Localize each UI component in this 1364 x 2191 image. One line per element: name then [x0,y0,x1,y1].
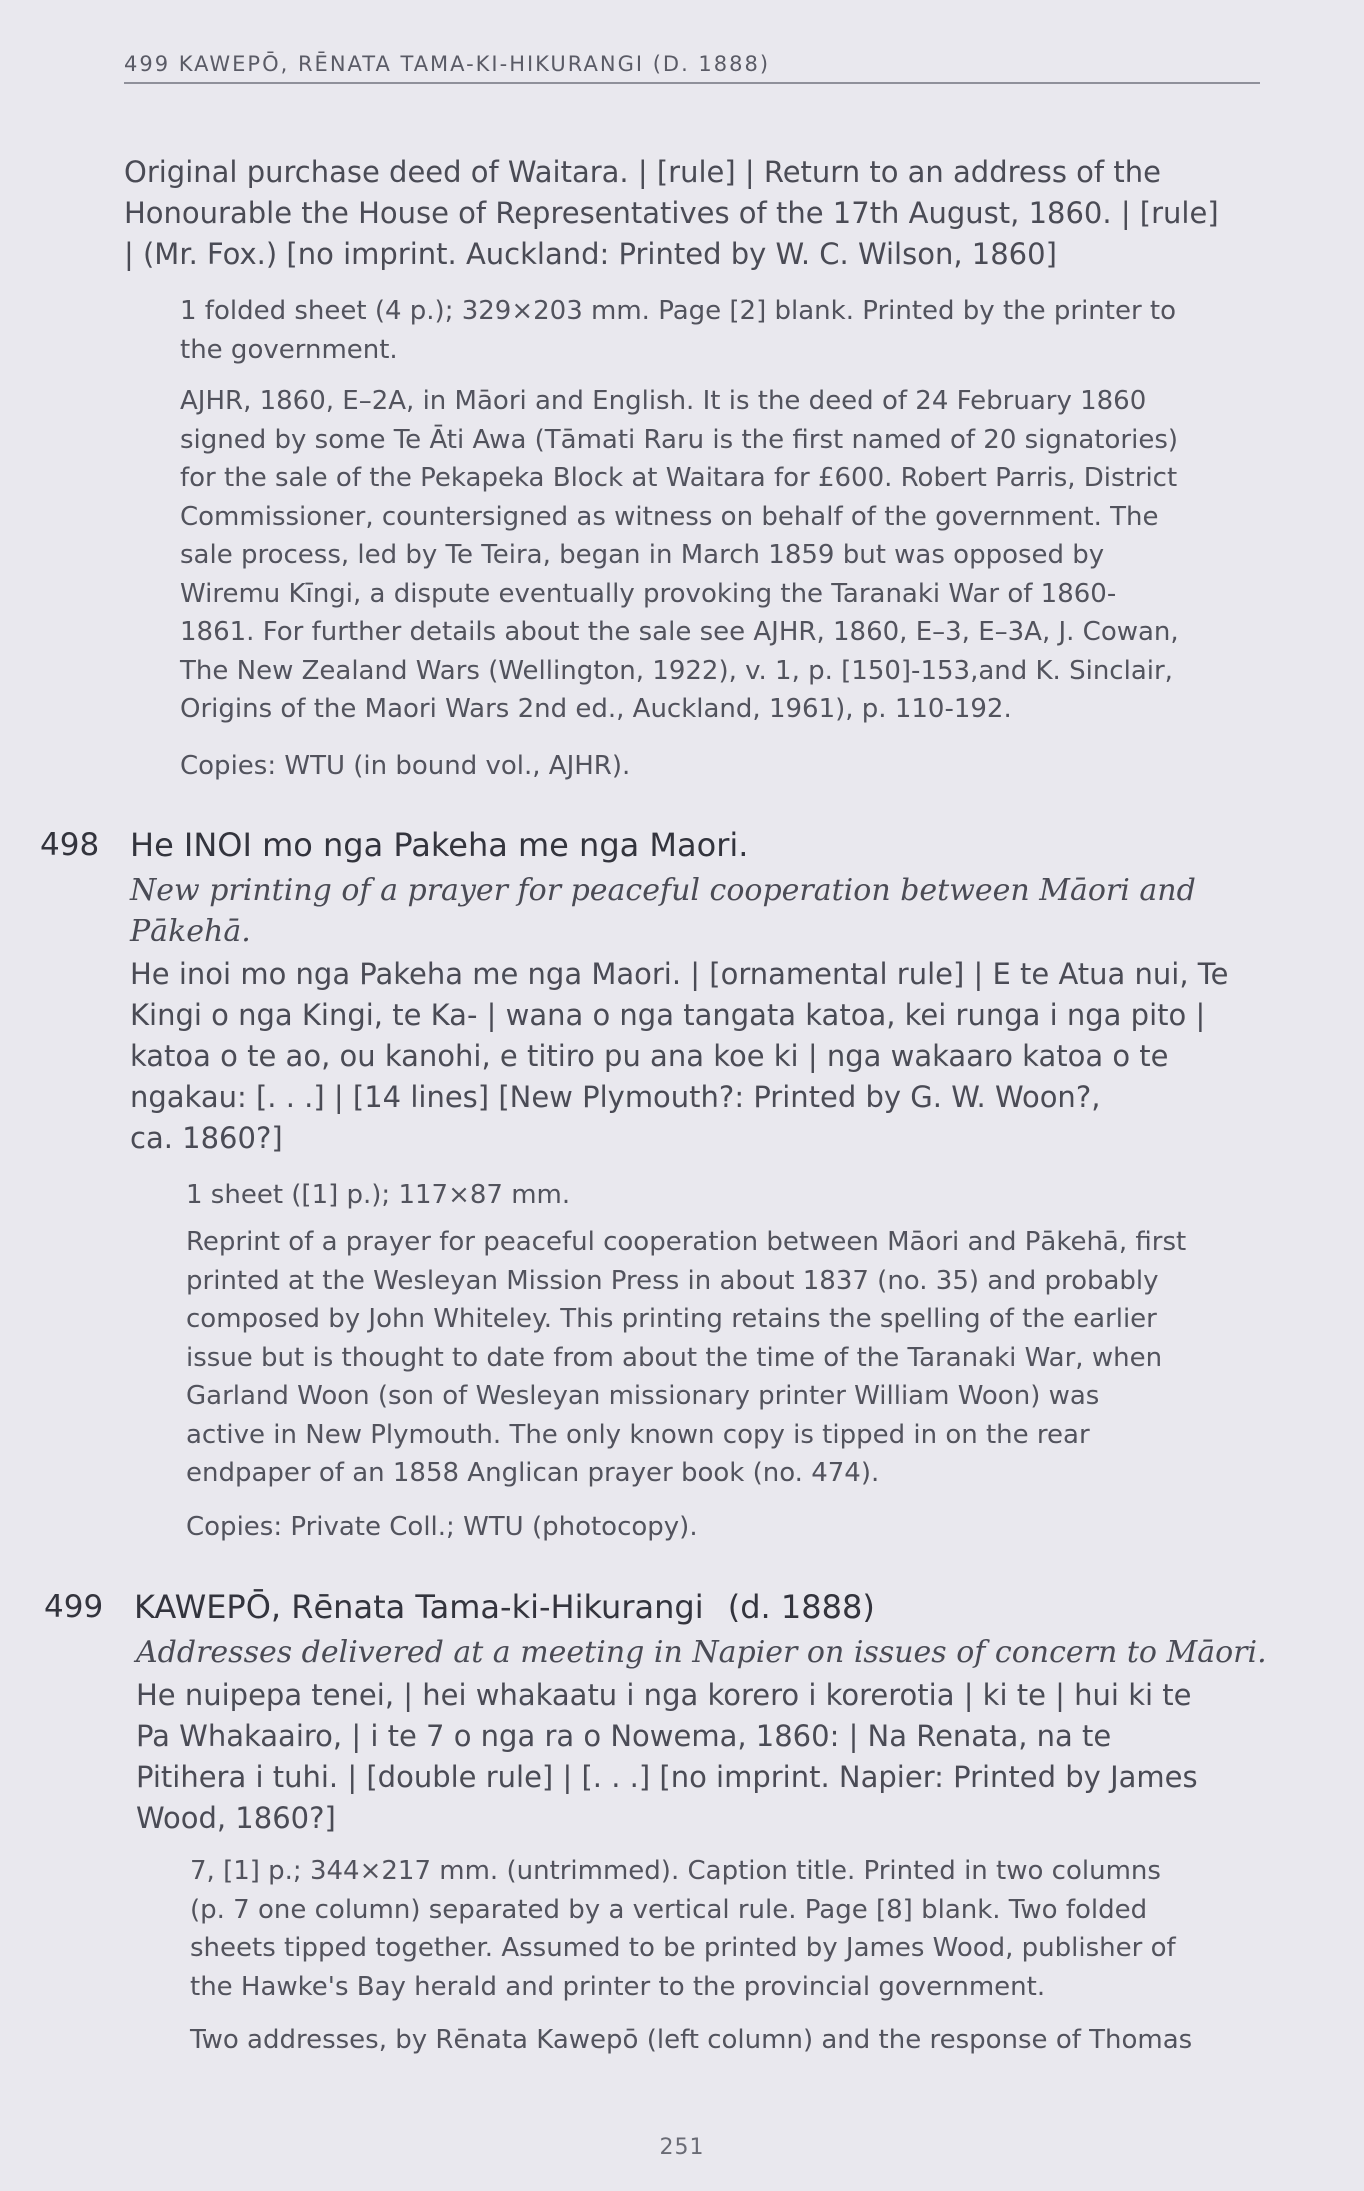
text-line: 1861. For further details about the sale see AJHR, 1860, E–3, E–3A, J. Cowan, [180,617,1179,647]
entry-498-collation: 1 sheet ([1] p.); 117×87 mm. [186,1180,571,1210]
text-line: ngakau: [. . .] | [14 lines] [New Plymouth?: Printed by G. W. Woon?, [130,1080,1101,1114]
text-line: Kingi o nga Kingi, te Ka- | wana o nga tangata katoa, kei runga i nga pito | [130,998,1206,1032]
text-line: signed by some Te Āti Awa (Tāmati Raru is the first named of 20 signatories) [180,424,1179,455]
text-line: AJHR, 1860, E–2A, in Māori and English. It is the deed of 24 February 1860 [180,386,1147,416]
entry-subtitle [136,1632,1276,1673]
text-line: New printing of a prayer for peaceful cooperation between Māori and [130,873,1196,908]
text-line: Honourable the House of Representatives of the 17th August, 1860. | [rule] [124,196,1219,230]
entry-497-transcription [124,152,1254,275]
text-line: active in New Plymouth. The only known copy is tipped in on the rear [186,1419,1090,1450]
entry-number: 499 [44,1589,104,1625]
text-line: 7, [1] p.; 344×217 mm. (untrimmed). Caption title. Printed in two columns [190,1856,1161,1886]
entry-title-name: KAWEPŌ, Rēnata Tama-ki-Hikurangi [134,1588,704,1626]
text-line: Pākehā. [130,914,251,949]
entry-497-copies: Copies: WTU (in bound vol., AJHR). [180,751,631,781]
text-line: Wood, 1860?] [136,1801,336,1835]
entry-499-transcription [136,1675,1266,1839]
text-line: 1 folded sheet (4 p.); 329×203 mm. Page [2] blank. Printed by the printer to [180,296,1177,326]
text-line: issue but is thought to date from about the time of the Taranaki War, when [186,1342,1163,1373]
text-line: | (Mr. Fox.) [no imprint. Auckland: Printed by W. C. Wilson, 1860] [124,237,1057,271]
entry-499-collation [190,1852,1270,2006]
text-line: ca. 1860?] [130,1121,283,1155]
text-line: The New Zealand Wars (Wellington, 1922), v. 1, p. [150]-153,and K. Sinclair, [180,655,1173,686]
text-line: printed at the Wesleyan Mission Press in about 1837 (no. 35) and probably [186,1265,1159,1296]
entry-title [134,1588,875,1626]
text-line: (p. 7 one column) separated by a vertical rule. Page [8] blank. Two folded [190,1894,1148,1925]
text-line: Garland Woon (son of Wesleyan missionary printer William Woon) was [186,1381,1100,1411]
text-line: the government. [180,334,398,365]
text-line: Origins of the Maori Wars 2nd ed., Auckland, 1961), p. 110-192. [180,694,1012,724]
entry-498-copies: Copies: Private Coll.; WTU (photocopy). [186,1512,698,1542]
text-line: sheets tipped together. Assumed to be printed by James Wood, publisher of [190,1933,1176,1963]
entry-498-transcription [130,954,1260,1159]
entry-498-note [186,1223,1260,1493]
text-line: Pa Whakaairo, | i te 7 o nga ra o Nowema, 1860: | Na Renata, na te [136,1719,1112,1753]
text-line: Pitihera i tuhi. | [double rule] | [. . .] [no imprint. Napier: Printed by James [136,1760,1198,1794]
text-line: katoa o te ao, ou kanohi, e titiro pu ana koe ki | nga wakaaro katoa o te [130,1039,1169,1073]
text-line: for the sale of the Pekapeka Block at Waitara for £600. Robert Parris, District [180,463,1178,493]
entry-title-dates: (d. 1888) [727,1588,875,1626]
text-line: Two addresses, by Rēnata Kawepō (left column) and the response of Thomas [190,2025,1193,2055]
text-line: Wiremu Kīngi, a dispute eventually provoking the Taranaki War of 1860- [180,578,1117,609]
text-line: the Hawke's Bay herald and printer to the provincial government. [190,1971,1046,2002]
text-line: endpaper of an 1858 Anglican prayer book (no. 474). [186,1458,880,1488]
text-line: Addresses delivered at a meeting in Napier on issues of concern to Māori. [136,1635,1267,1670]
entry-number: 498 [40,827,100,863]
text-line: He inoi mo nga Pakeha me nga Maori. | [ornamental rule] | E te Atua nui, Te [130,957,1229,991]
text-line: Reprint of a prayer for peaceful cooperation between Māori and Pākehā, first [186,1227,1187,1257]
text-line: sale process, led by Te Teira, began in March 1859 but was opposed by [180,540,1105,570]
entry-title: He INOI mo nga Pakeha me nga Maori. [130,826,749,864]
entry-497-note [180,382,1260,729]
text-line: He nuipepa tenei, | hei whakaatu i nga korero i korerotia | ki te | hui ki te [136,1678,1192,1712]
entry-497-collation [180,292,1260,369]
entry-subtitle [130,870,1270,952]
page-number: 251 [659,2135,705,2160]
entry-499-note [190,2021,1270,2060]
text-line: Original purchase deed of Waitara. | [rule] | Return to an address of the [124,155,1161,189]
text-line: Commissioner, countersigned as witness on behalf of the government. The [180,501,1159,532]
running-head: 499 KAWEPŌ, RĒNATA TAMA-KI-HIKURANGI (D. 1888) [124,52,1260,84]
text-line: composed by John Whiteley. This printing retains the spelling of the earlier [186,1304,1157,1334]
